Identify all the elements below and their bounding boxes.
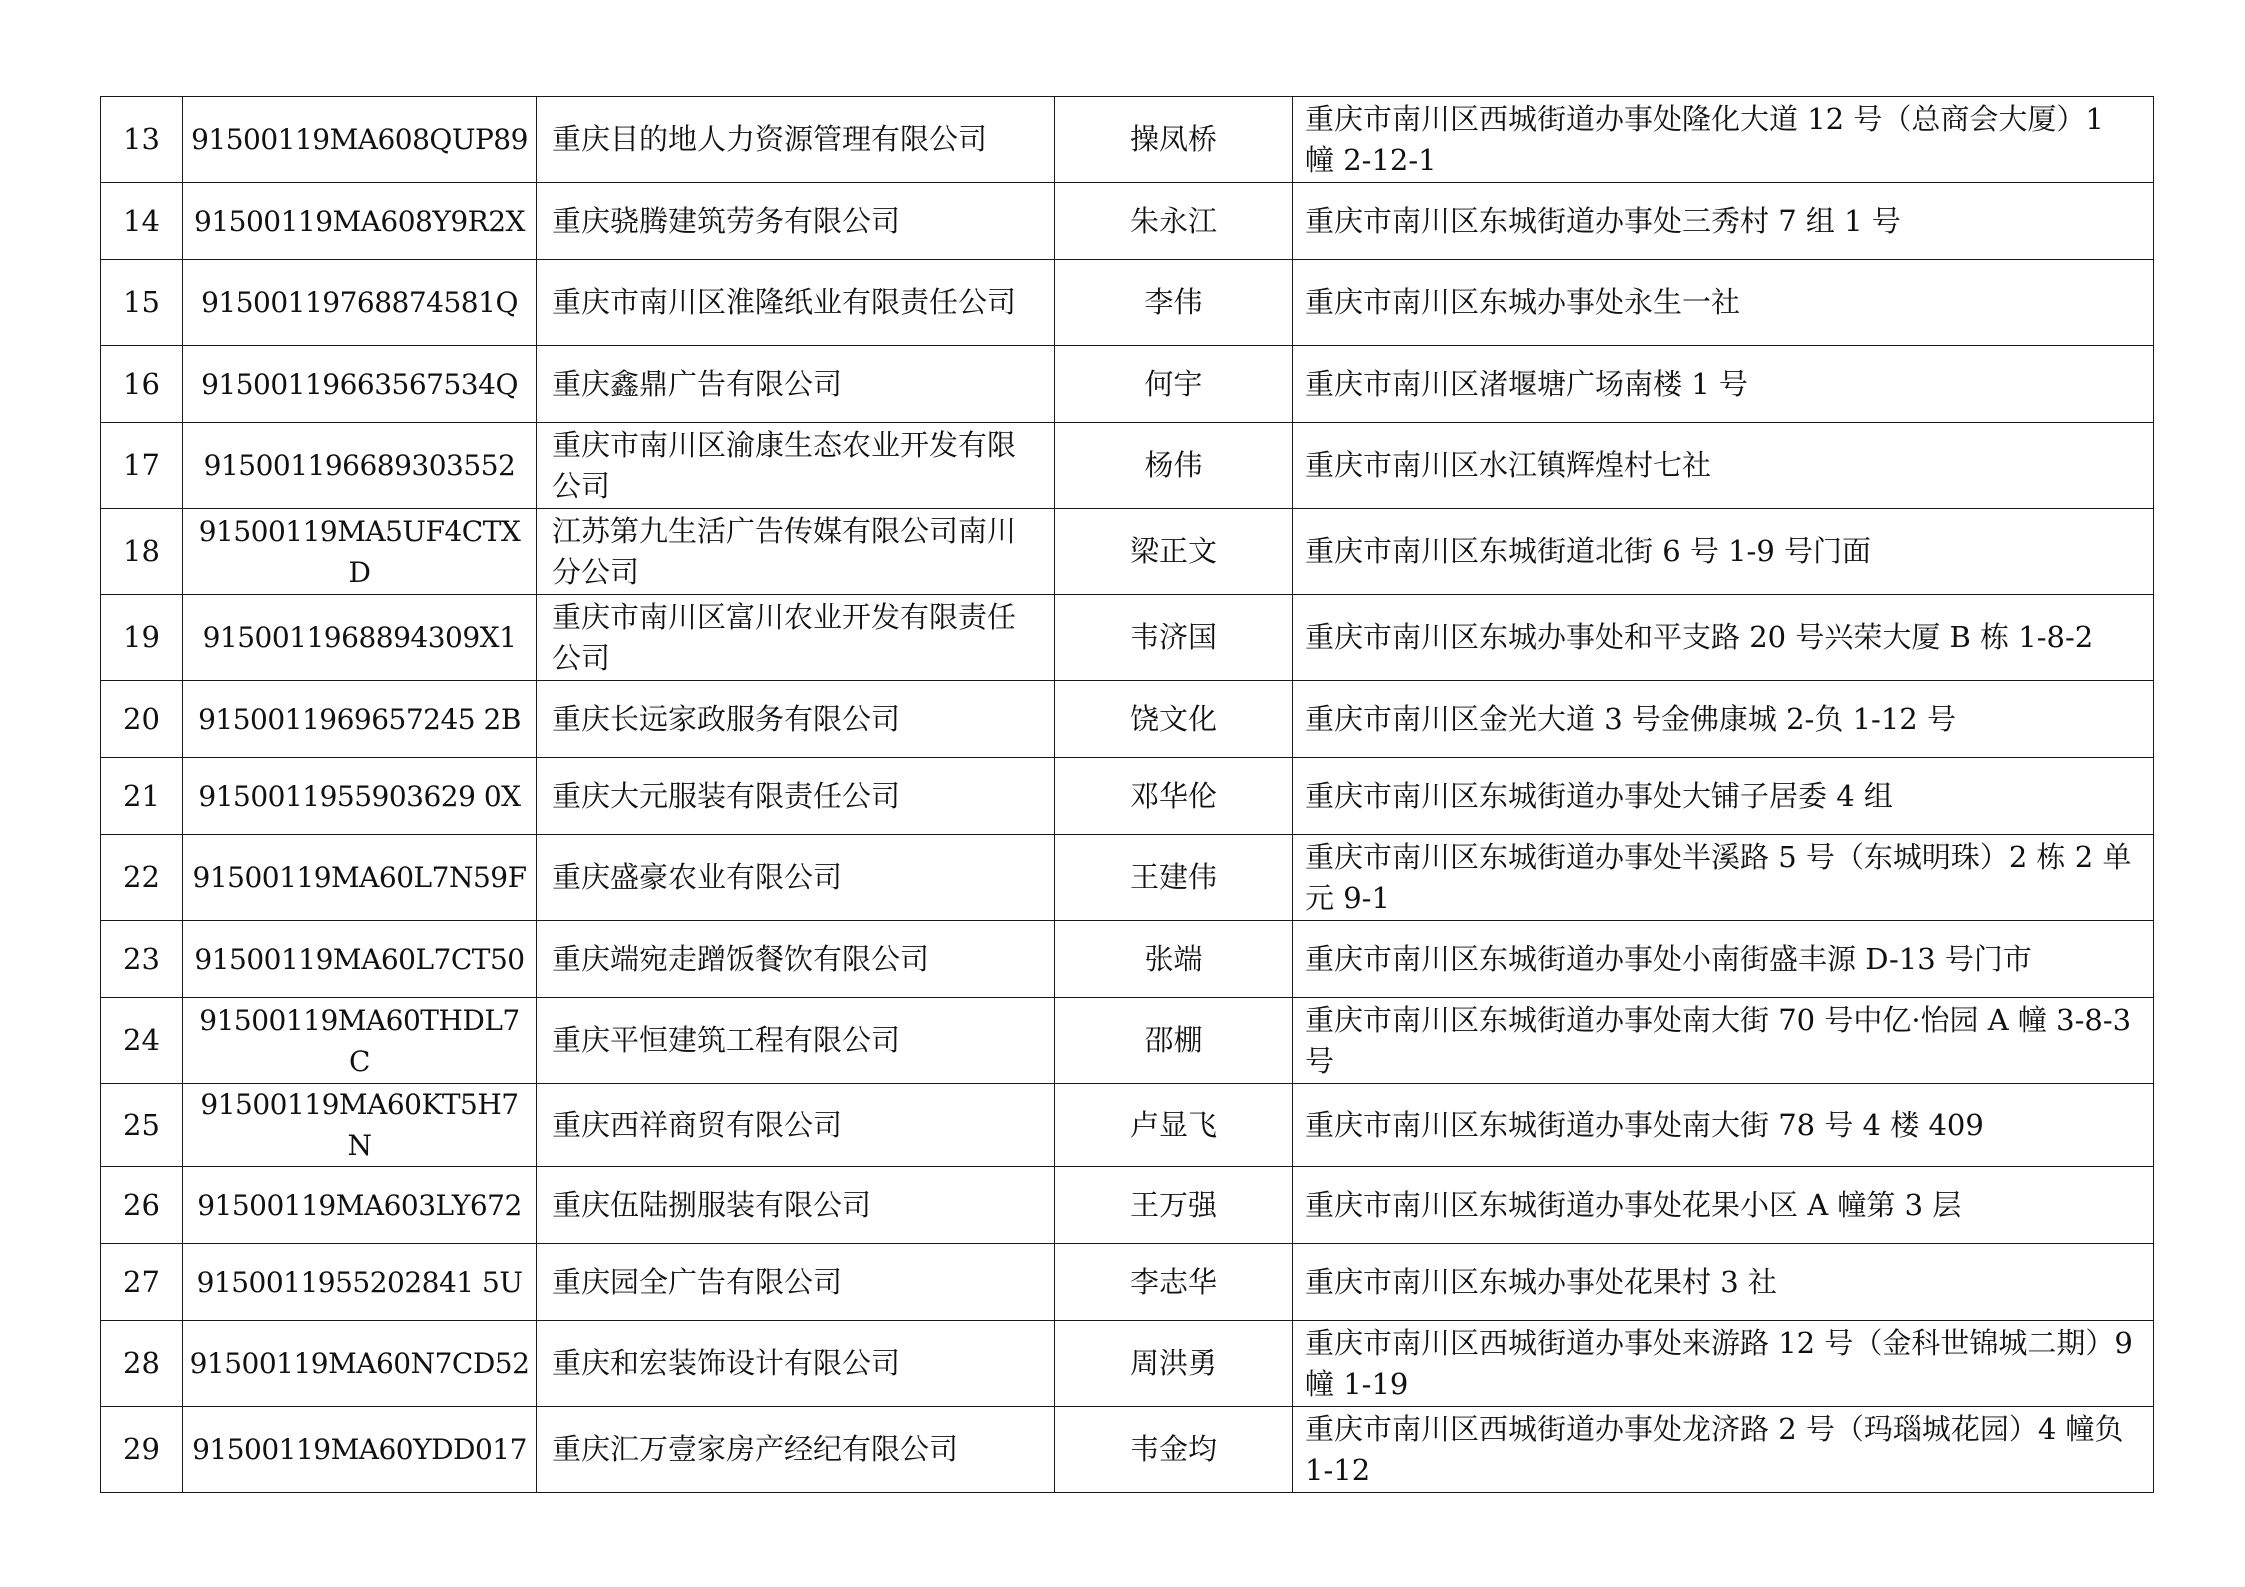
row-number-cell: 26 xyxy=(101,1167,183,1244)
registered-address-cell: 重庆市南川区西城街道办事处龙济路 2 号（玛瑙城花园）4 幢负 1-12 xyxy=(1293,1407,2154,1493)
credit-code-cell: 9150011955202841 5U xyxy=(183,1244,537,1321)
company-name-cell: 重庆盛豪农业有限公司 xyxy=(537,835,1055,921)
table-row xyxy=(101,758,2154,835)
registered-address-cell: 重庆市南川区东城街道办事处大铺子居委 4 组 xyxy=(1293,758,2154,835)
credit-code-cell: 9150011955903629 0X xyxy=(183,758,537,835)
legal-representative-cell: 邵棚 xyxy=(1055,998,1293,1084)
legal-representative-cell: 韦金均 xyxy=(1055,1407,1293,1493)
company-name-cell: 重庆西祥商贸有限公司 xyxy=(537,1084,1055,1167)
row-number-cell: 14 xyxy=(101,183,183,260)
company-name-cell: 重庆市南川区淮隆纸业有限责任公司 xyxy=(537,260,1055,346)
credit-code-cell: 91500119MA603LY672 xyxy=(183,1167,537,1244)
company-name-cell: 重庆目的地人力资源管理有限公司 xyxy=(537,97,1055,183)
table-row xyxy=(101,260,2154,346)
row-number-cell: 17 xyxy=(101,423,183,509)
company-name-cell: 重庆端宛走蹭饭餐饮有限公司 xyxy=(537,921,1055,998)
table-row xyxy=(101,1244,2154,1321)
credit-code-cell: 91500119MA5UF4CTXD xyxy=(183,509,537,595)
row-number-cell: 21 xyxy=(101,758,183,835)
company-name-cell: 重庆和宏装饰设计有限公司 xyxy=(537,1321,1055,1407)
company-name-cell: 重庆园全广告有限公司 xyxy=(537,1244,1055,1321)
company-name-cell: 重庆伍陆捌服装有限公司 xyxy=(537,1167,1055,1244)
legal-representative-cell: 李志华 xyxy=(1055,1244,1293,1321)
legal-representative-cell: 王建伟 xyxy=(1055,835,1293,921)
registered-address-cell: 重庆市南川区东城办事处永生一社 xyxy=(1293,260,2154,346)
row-number-cell: 19 xyxy=(101,595,183,681)
table-row xyxy=(101,1321,2154,1407)
credit-code-cell: 9150011969657245 2B xyxy=(183,681,537,758)
table-row xyxy=(101,183,2154,260)
legal-representative-cell: 杨伟 xyxy=(1055,423,1293,509)
row-number-cell: 13 xyxy=(101,97,183,183)
registered-address-cell: 重庆市南川区东城街道办事处花果小区 A 幢第 3 层 xyxy=(1293,1167,2154,1244)
credit-code-cell: 91500119MA60YDD017 xyxy=(183,1407,537,1493)
credit-code-cell: 91500119663567534Q xyxy=(183,346,537,423)
registered-address-cell: 重庆市南川区东城街道办事处三秀村 7 组 1 号 xyxy=(1293,183,2154,260)
table-row xyxy=(101,835,2154,921)
registered-address-cell: 重庆市南川区东城街道北街 6 号 1-9 号门面 xyxy=(1293,509,2154,595)
legal-representative-cell: 卢显飞 xyxy=(1055,1084,1293,1167)
company-name-cell: 重庆长远家政服务有限公司 xyxy=(537,681,1055,758)
registered-address-cell: 重庆市南川区水江镇辉煌村七社 xyxy=(1293,423,2154,509)
legal-representative-cell: 王万强 xyxy=(1055,1167,1293,1244)
registered-address-cell: 重庆市南川区金光大道 3 号金佛康城 2-负 1-12 号 xyxy=(1293,681,2154,758)
table-row xyxy=(101,509,2154,595)
credit-code-cell: 91500119MA60N7CD52 xyxy=(183,1321,537,1407)
table-row xyxy=(101,423,2154,509)
legal-representative-cell: 邓华伦 xyxy=(1055,758,1293,835)
registry-table-body xyxy=(101,97,2154,1493)
table-row xyxy=(101,1407,2154,1493)
legal-representative-cell: 梁正文 xyxy=(1055,509,1293,595)
registered-address-cell: 重庆市南川区东城街道办事处南大街 70 号中亿·怡园 A 幢 3-8-3 号 xyxy=(1293,998,2154,1084)
registered-address-cell: 重庆市南川区西城街道办事处来游路 12 号（金科世锦城二期）9 幢 1-19 xyxy=(1293,1321,2154,1407)
table-row xyxy=(101,921,2154,998)
table-row xyxy=(101,681,2154,758)
legal-representative-cell: 何宇 xyxy=(1055,346,1293,423)
row-number-cell: 18 xyxy=(101,509,183,595)
legal-representative-cell: 李伟 xyxy=(1055,260,1293,346)
registered-address-cell: 重庆市南川区西城街道办事处隆化大道 12 号（总商会大厦）1 幢 2-12-1 xyxy=(1293,97,2154,183)
legal-representative-cell: 张端 xyxy=(1055,921,1293,998)
row-number-cell: 15 xyxy=(101,260,183,346)
legal-representative-cell: 饶文化 xyxy=(1055,681,1293,758)
registered-address-cell: 重庆市南川区东城街道办事处南大街 78 号 4 楼 409 xyxy=(1293,1084,2154,1167)
company-name-cell: 重庆市南川区渝康生态农业开发有限公司 xyxy=(537,423,1055,509)
company-name-cell: 江苏第九生活广告传媒有限公司南川分公司 xyxy=(537,509,1055,595)
legal-representative-cell: 朱永江 xyxy=(1055,183,1293,260)
company-registry-table xyxy=(100,96,2154,1493)
credit-code-cell: 91500119MA608Y9R2X xyxy=(183,183,537,260)
credit-code-cell: 91500119MA608QUP89 xyxy=(183,97,537,183)
row-number-cell: 23 xyxy=(101,921,183,998)
credit-code-cell: 91500119MA60THDL7C xyxy=(183,998,537,1084)
row-number-cell: 16 xyxy=(101,346,183,423)
legal-representative-cell: 韦济国 xyxy=(1055,595,1293,681)
row-number-cell: 25 xyxy=(101,1084,183,1167)
registered-address-cell: 重庆市南川区渚堰塘广场南楼 1 号 xyxy=(1293,346,2154,423)
company-name-cell: 重庆鑫鼎广告有限公司 xyxy=(537,346,1055,423)
legal-representative-cell: 周洪勇 xyxy=(1055,1321,1293,1407)
credit-code-cell: 9150011968894309X1 xyxy=(183,595,537,681)
company-name-cell: 重庆平恒建筑工程有限公司 xyxy=(537,998,1055,1084)
table-row xyxy=(101,1167,2154,1244)
row-number-cell: 24 xyxy=(101,998,183,1084)
row-number-cell: 28 xyxy=(101,1321,183,1407)
registered-address-cell: 重庆市南川区东城街道办事处半溪路 5 号（东城明珠）2 栋 2 单元 9-1 xyxy=(1293,835,2154,921)
credit-code-cell: 91500119MA60L7CT50 xyxy=(183,921,537,998)
credit-code-cell: 91500119MA60L7N59F xyxy=(183,835,537,921)
registered-address-cell: 重庆市南川区东城街道办事处小南街盛丰源 D-13 号门市 xyxy=(1293,921,2154,998)
company-name-cell: 重庆市南川区富川农业开发有限责任公司 xyxy=(537,595,1055,681)
table-row xyxy=(101,1084,2154,1167)
row-number-cell: 27 xyxy=(101,1244,183,1321)
row-number-cell: 22 xyxy=(101,835,183,921)
table-row xyxy=(101,998,2154,1084)
company-name-cell: 重庆骁腾建筑劳务有限公司 xyxy=(537,183,1055,260)
legal-representative-cell: 操凤桥 xyxy=(1055,97,1293,183)
table-row xyxy=(101,595,2154,681)
credit-code-cell: 91500119768874581Q xyxy=(183,260,537,346)
registered-address-cell: 重庆市南川区东城办事处花果村 3 社 xyxy=(1293,1244,2154,1321)
credit-code-cell: 915001196689303552 xyxy=(183,423,537,509)
table-row xyxy=(101,346,2154,423)
company-name-cell: 重庆大元服装有限责任公司 xyxy=(537,758,1055,835)
credit-code-cell: 91500119MA60KT5H7N xyxy=(183,1084,537,1167)
row-number-cell: 29 xyxy=(101,1407,183,1493)
row-number-cell: 20 xyxy=(101,681,183,758)
company-name-cell: 重庆汇万壹家房产经纪有限公司 xyxy=(537,1407,1055,1493)
registered-address-cell: 重庆市南川区东城办事处和平支路 20 号兴荣大厦 B 栋 1-8-2 xyxy=(1293,595,2154,681)
table-row xyxy=(101,97,2154,183)
